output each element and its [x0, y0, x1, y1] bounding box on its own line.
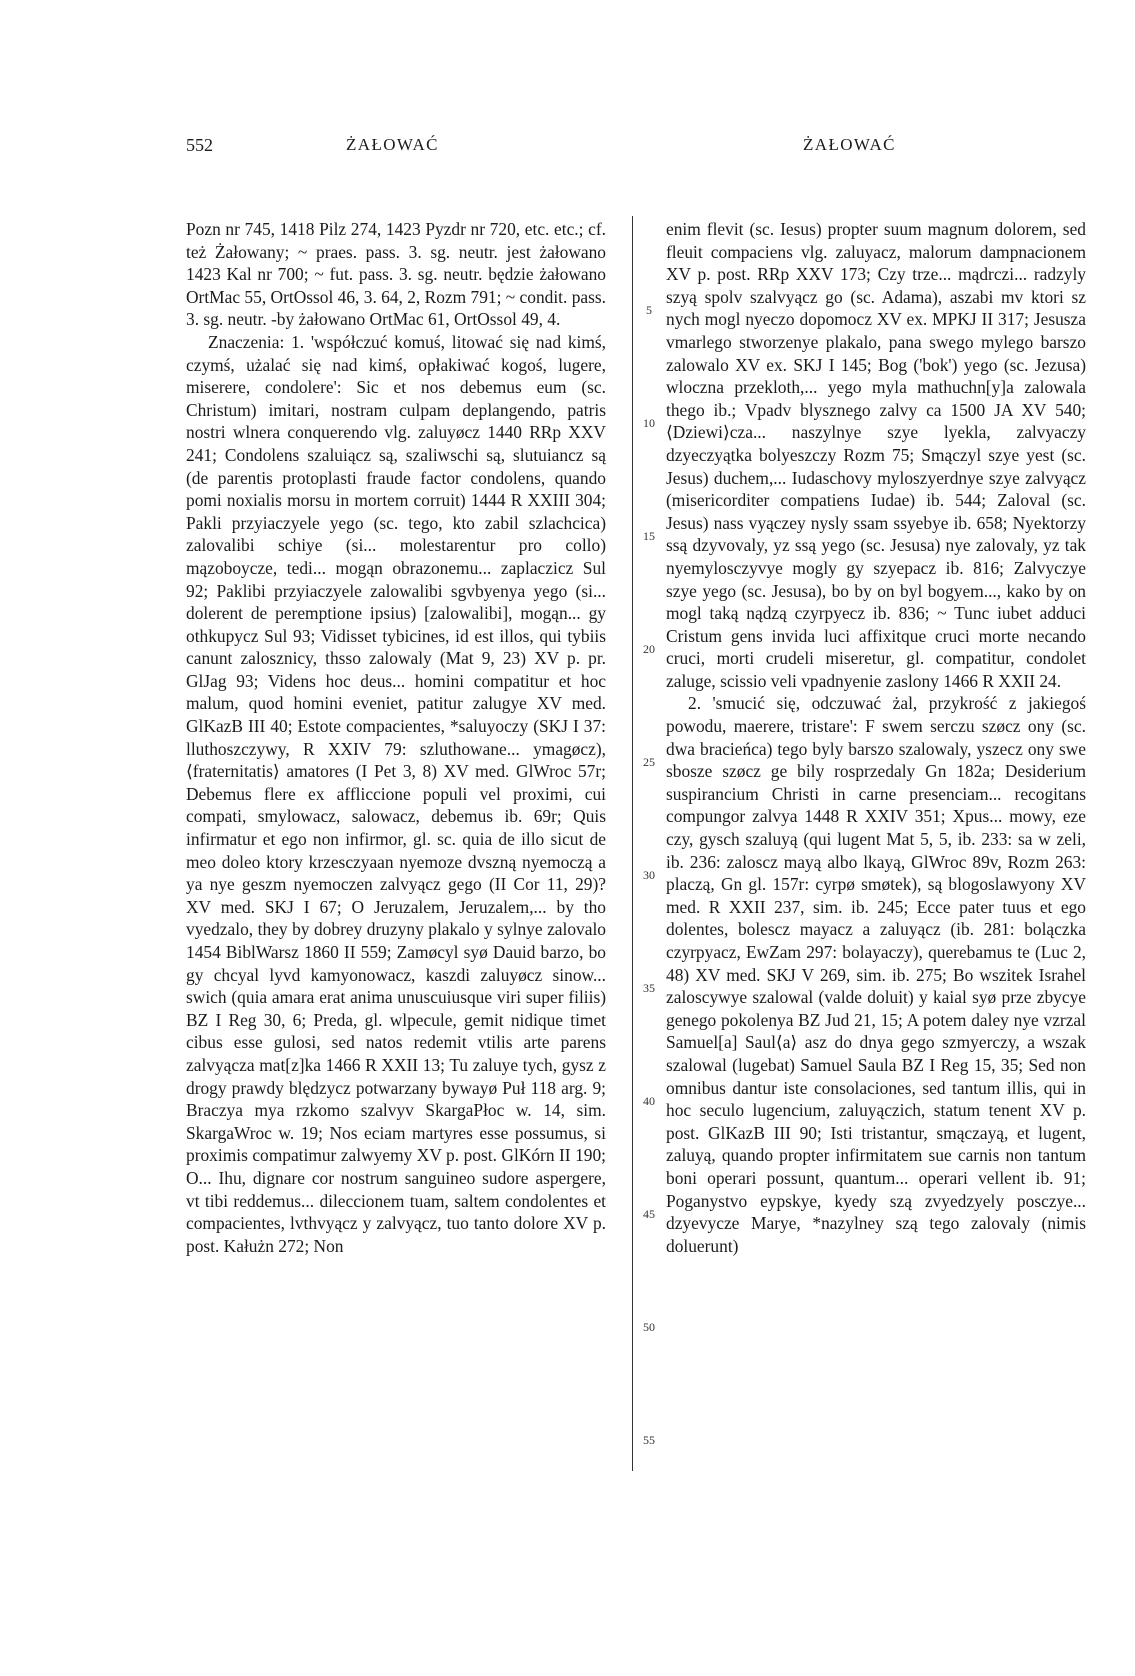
running-head-left: ŻAŁOWAĆ — [346, 135, 439, 154]
line-number: 10 — [643, 416, 655, 430]
line-number: 35 — [643, 981, 655, 995]
right-paragraph-2: 2. 'smucić się, odczuwać żal, przykrość z jakiegoś powodu, maerere, tristare': F swem serczu szøcz ony (sc. dwa bracieńca) tego byly barszo szalowaly, yszecz ony swe sbosze szøcz ge bily rosprzedaly Gn 182a; Desiderium suspirancium Christi in carne presenciam... recogitans compungor zalvya 1448 R XXIV 351; Xpus... mowy, eze czy, gysch szaluyą (qui lugent Mat 5, 5, ib. 233: sa w zeli, ib. 236: zaloscz mayą albo lkayą, GlWroc 89v, Rozm 263: placzą, Gn gl. 157r: cyrpø smøtek), są blogoslawyony XV med. R XXII 237, sim. ib. 245; Ecce pater tuus et ego dolentes, bolescz mayacz a zaluyącz (ib. 281: bolączka czyrpyacz, EwZam 297: bolayaczy), querebamus te (Luc 2, 48) XV med. SKJ V 269, sim. ib. 275; Bo wszitek Israhel zaloscywye szalowal (valde doluit) y kaial syø prze zbycye genego pokolenya BZ Jud 21, 15; A potem daley nye vzrzal Samuel[a] Saul⟨a⟩ asz do dnya gego szmyerczy, a wszak szalowal (lugebat) Samuel Saula BZ I Reg 15, 35; Sed non omnibus dantur iste consolaciones, sed tantum illis, qui in hoc seculo lugencium, zaluyączich, statum tenent XV p. post. GlKazB III 90; Isti tristantur, smączayą, et lugent, zaluyą, quando propter infirmitatem sue carnis non tantum boni operari possunt, quantum... operari vellent ib. 91; Poganystvo eypskye, kyedy szą zvyedzyely posczye... dzyevycze Marye, *nazylney szą tego zalovaly (nimis doluerunt) — [666, 693, 1086, 1256]
line-number: 15 — [643, 529, 655, 543]
right-paragraph-1: enim flevit (sc. Iesus) propter suum magnum dolorem, sed fleuit compaciens vlg. zaluyacz, malorum dampnacionem XV p. post. RRp XXV 173; Czy trze... mądrczi... radzyly szyą spolv szalvyącz go (sc. Adama), aszabi mv ktori sz nych mogl nyeczo dopomocz XV ex. MPKJ II 317; Jesusza vmarlego stworzenye plakalo, pana swego mylego barszo zalowalo XV ex. SKJ I 145; Bog ('bok') yego (sc. Jezusa) wloczna przekloth,... yego myla mathuchn[y]a zalowala thego ib.; Vpadv blysznego zalvy ca 1500 JA XV 540; ⟨Dziewi⟩cza... naszylnye szye lyekla, zalvyaczy dzyeczyątka bolyeszczy Rozm 75; Smączyl szye yest (sc. Jesus) duchem,... Iudaschovy myloszyerdnye szye zalvyącz (misericorditer compatiens Iudae) ib. 544; Zaloval (sc. Jesus) nass vyączey nysly ssam ssyebye ib. 658; Nyektorzy ssą dzyvovaly, yz ssą yego (sc. Jesusa) nye zalovaly, yz tak nyemylosczyvye mogly gy szyepacz ib. 816; Zalvyczye szye yego (sc. Jesusa), bo by on byl bogyem..., kako by on mogl taką nądzą czyrpyecz ib. 836; ~ Tunc iubet adduci Cristum gens invida luci affixitque cruci morte necando cruci, morti crudeli miseretur, gl. compatitur, condolet zaluge, scissio veli vpadnyenie zaslony 1466 R XXII 24. — [666, 219, 1086, 691]
line-number: 55 — [643, 1433, 655, 1447]
line-number: 20 — [643, 642, 655, 656]
running-head-right: ŻAŁOWAĆ — [803, 135, 896, 154]
line-number: 5 — [646, 303, 652, 317]
line-number: 45 — [643, 1207, 655, 1221]
page-header — [186, 135, 906, 165]
left-column — [186, 218, 606, 1257]
line-number: 50 — [643, 1320, 655, 1334]
line-number: 30 — [643, 868, 655, 882]
right-column — [666, 218, 1086, 1257]
left-paragraph-2: Znaczenia: 1. 'współczuć komuś, litować się nad kimś, czymś, użalać się nad kimś, opłakiwać kogoś, lugere, miserere, condolere': Sic et nos debemus eum (sc. Christum) imitari, nostram culpam deplangendo, patris nostri wlnera conquerendo vlg. zaluyøcz 1440 RRp XXV 241; Condolens szaluiącz są, szaliwschi są, slutuiancz są (de parentis protoplasti fraude factor condolens, quando pomi noxialis morsu in mortem corruit) 1444 R XXIII 304; Pakli przyiaczyele yego (sc. tego, kto zabil szlachcica) zalovalibi schiye (si... molestarentur pro collo) mązoboycze, tedi... mogąn obrazonemu... zaplaczicz Sul 92; Paklibi przyiaczyele zalowalibi sgvbyenya yego (si... dolerent de peremptione ipsius) [zalowalibi], mogąn... gy othkupycz Sul 93; Vidisset tybicines, id est illos, qui tybiis canunt zalosznicy, thsso zalowaly (Mat 9, 23) XV p. pr. GlJag 93; Videns hoc deus... homini compatitur et hoc malum, quod homini eveniet, patitur zalugye XV med. GlKazB III 40; Estote compacientes, *saluyoczy (SKJ I 37: lluthoszczywy, R XXIV 79: szluthowane... ymagøcz), ⟨fraternitatis⟩ amatores (I Pet 3, 8) XV med. GlWroc 57r; Debemus flere ex affliccione populi vel proximi, cui compati, smylowacz, salowacz, debemus ib. 69r; Quis infirmatur et ego non infirmor, gl. sc. quia de illo sicut de meo doleo ktory krzesczyaan nyemoze dvszną nyemoczą a ya nye geszm nyemoczen zalvyącz gego (II Cor 11, 29)? XV med. SKJ I 67; O Jeruzalem, Jeruzalem,... by tho vyedzalo, they by dobrey druzyny plakalo y sylnye zalovalo 1454 BiblWarsz 1860 II 559; Zamøcyl syø Dauid barzo, bo gy chcyal lyvd kamyonowacz, kaszdi zaluyøcz sinow... swich (quia amara erat anima unuscuiusque viri super filiis) BZ I Reg 30, 6; Preda, gl. wlpecule, gemit nidique timet cibus esse gulosi, sed natos redemit vtilis arte parens zalvyącza mat[z]ka 1466 R XXII 13; Tu zaluye tych, gysz z drogy prawdy blędzycz potwarzany bywayø Puł 118 arg. 9; Braczya mya rzkomo szalvyv SkargaPłoc w. 14, sim. SkargaWroc w. 19; Nos eciam martyres esse possumus, si proximis compatimur zalwyemy XV p. post. GlKórn II 190; O... Ihu, dignare cor nostrum sanguineo sudore aspergere, vt tibi reddemus... dileccionem tuam, saltem condolentes et compacientes, lvthvyącz y zalvyącz, tuo tanto dolore XV p. post. Kałużn 272; Non — [186, 331, 606, 1256]
left-paragraph-1: Pozn nr 745, 1418 Pilz 274, 1423 Pyzdr nr 720, etc. etc.; cf. też Żałowany; ~ praes. pass. 3. sg. neutr. jest żałowano 1423 Kal nr 700; ~ fut. pass. 3. sg. neutr. będzie żałowano OrtMac 55, OrtOssol 46, 3. 64, 2, Rozm 791; ~ condit. pass. 3. sg. neutr. -by żałowano OrtMac 61, OrtOssol 49, 4. — [186, 219, 606, 330]
line-number: 40 — [643, 1094, 655, 1108]
line-number: 25 — [643, 755, 655, 769]
page-number: 552 — [186, 135, 213, 155]
column-divider — [632, 216, 633, 1471]
